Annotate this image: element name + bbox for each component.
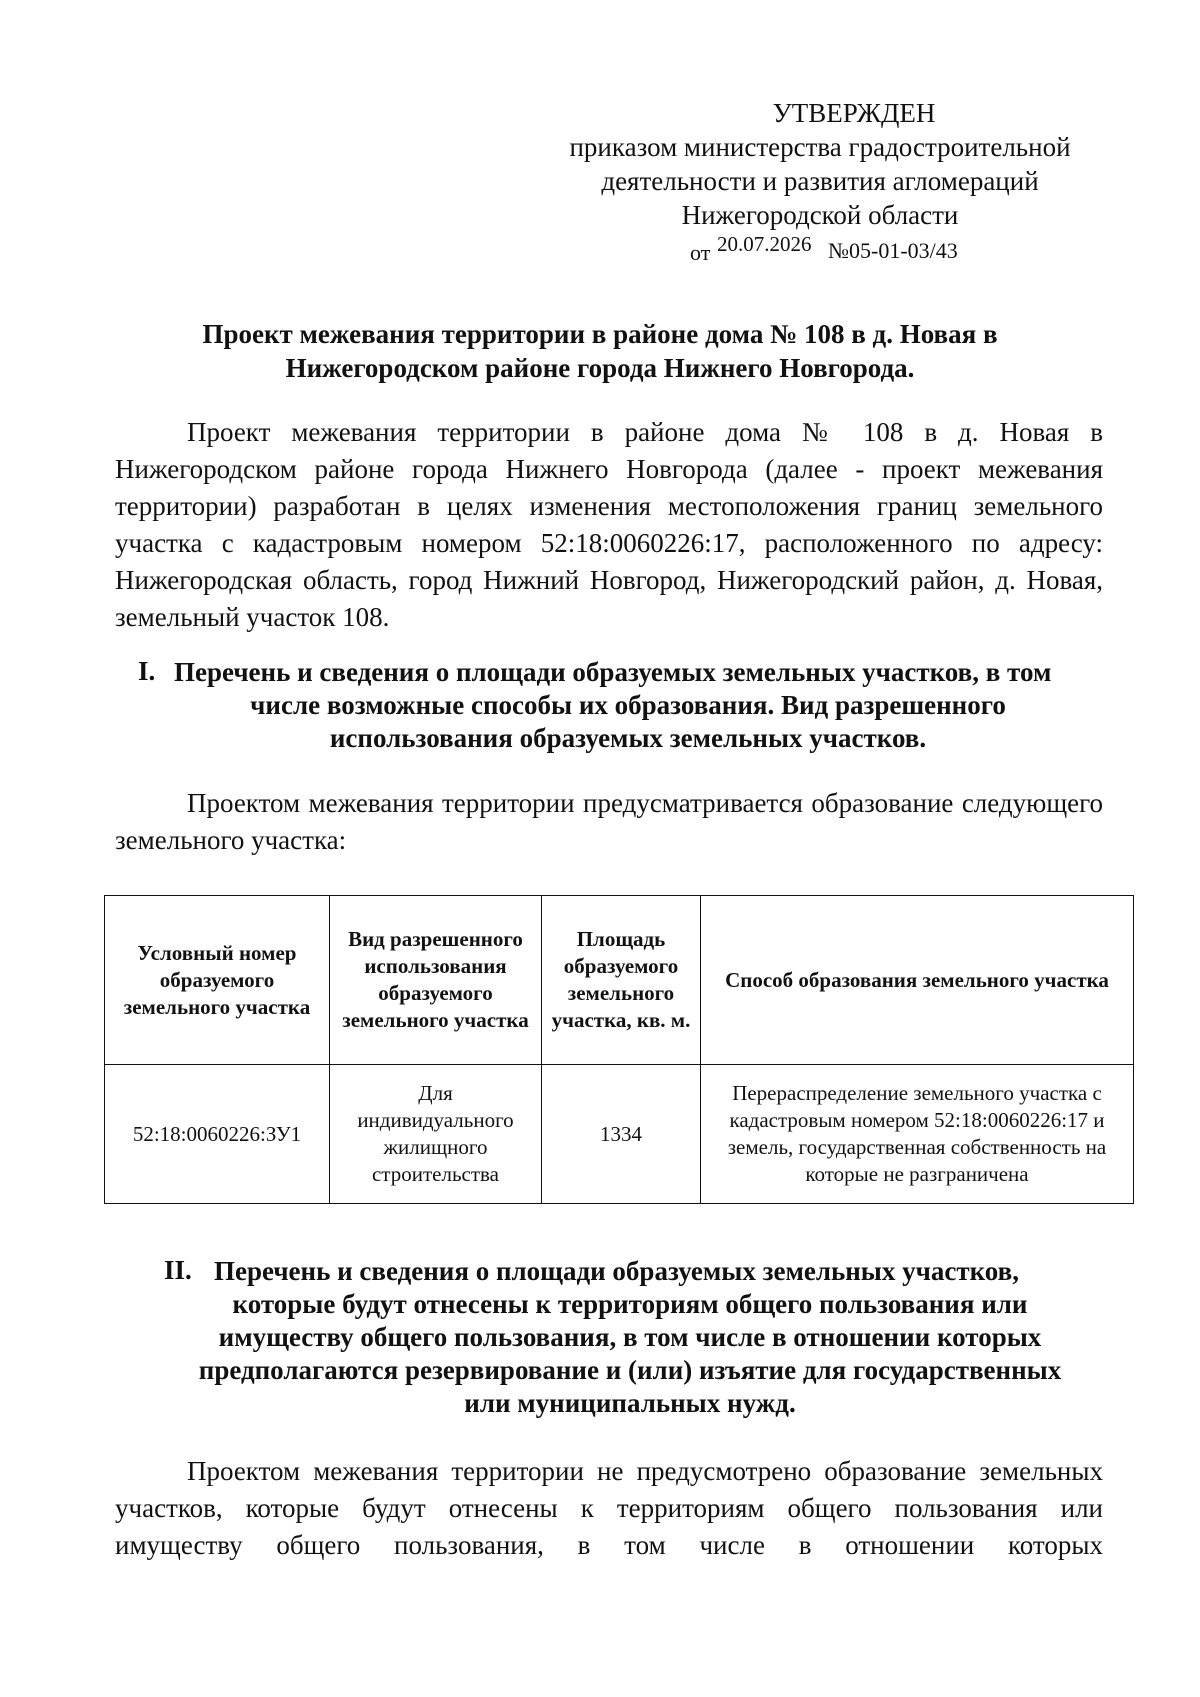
header-permitted-use: Вид разрешенного использования образуемого земельного участка xyxy=(330,896,542,1065)
approval-date: 20.07.2026 xyxy=(717,232,812,256)
header-area: Площадь образуемого земельного участка, кв. м. xyxy=(542,896,701,1065)
land-plot-table xyxy=(104,895,1134,1204)
intro-paragraph xyxy=(115,414,1103,636)
section-1-number: I. xyxy=(138,656,156,686)
section-2-line-2: которые будут отнесены к территориям общего пользования или xyxy=(232,1289,1028,1319)
table-row xyxy=(105,1065,1134,1204)
section-1-line-1: Перечень и сведения о площади образуемых земельных участков, в том xyxy=(174,657,1052,687)
approval-block xyxy=(560,96,1080,232)
section-1-line-2: числе возможные способы их образования. Вид разрешенного xyxy=(250,690,1006,720)
section-2-line-1: Перечень и сведения о площади образуемых земельных участков, xyxy=(214,1256,1019,1286)
cell-permitted-use: Для индивидуального жилищного строительства xyxy=(330,1065,542,1204)
section-2-heading xyxy=(160,1255,1100,1420)
section-2-line-4: предполагаются резервирование и (или) изъятие для государственных xyxy=(198,1355,1062,1385)
section-2-paragraph xyxy=(115,1453,1103,1564)
approval-line-4: Нижегородской области xyxy=(681,200,959,230)
document-title xyxy=(110,317,1090,385)
section-1-heading xyxy=(168,656,1088,755)
section-1-line-3: использования образуемых земельных участков. xyxy=(329,723,927,753)
intro-text: Проект межевания территории в районе дома № 108 в д. Новая в Нижегородском районе города Нижнего Новгорода (далее - проект межевания территории) разработан в целях изменения местоположения границ земельного участка с кадастровым номером 52:18:0060226:17, расположенного по адресу: Нижегородская область, город Нижний Новгород, Нижегородский район, д. Новая, земельный участок 108. xyxy=(115,417,1103,632)
section-1-text: Проектом межевания территории предусматривается образование следующего земельного участка: xyxy=(115,788,1103,855)
section-2-line-3: имуществу общего пользования, в том числе в отношении которых xyxy=(218,1322,1042,1352)
title-line-2: Нижегородском районе города Нижнего Новгорода. xyxy=(285,353,915,383)
title-line-1: Проект межевания территории в районе дома № 108 в д. Новая в xyxy=(202,319,998,349)
section-1-paragraph xyxy=(115,785,1103,859)
section-2-line-5: или муниципальных нужд. xyxy=(464,1388,796,1418)
date-prefix: от xyxy=(690,240,711,265)
approval-line-3: деятельности и развития агломераций xyxy=(601,166,1039,196)
header-formation-method: Способ образования земельного участка xyxy=(701,896,1134,1065)
cell-plot-number: 52:18:0060226:ЗУ1 xyxy=(105,1065,330,1204)
header-plot-number: Условный номер образуемого земельного участка xyxy=(105,896,330,1065)
section-2-text: Проектом межевания территории не предусмотрено образование земельных участков, которые будут отнесены к территориям общего пользования или имуществу общего пользования, в том числе в отношении которых xyxy=(115,1456,1103,1560)
cell-formation-method: Перераспределение земельного участка с кадастровым номером 52:18:0060226:17 и земель, государственная собственность на которые не разграничена xyxy=(701,1065,1134,1204)
approval-line-2: приказом министерства градостроительной xyxy=(569,132,1071,162)
table-header-row xyxy=(105,896,1134,1065)
approval-heading: УТВЕРЖДЕН xyxy=(772,98,936,128)
cell-area: 1334 xyxy=(542,1065,701,1204)
section-2-number: II. xyxy=(164,1255,192,1285)
approval-number: №05-01-03/43 xyxy=(828,238,958,263)
